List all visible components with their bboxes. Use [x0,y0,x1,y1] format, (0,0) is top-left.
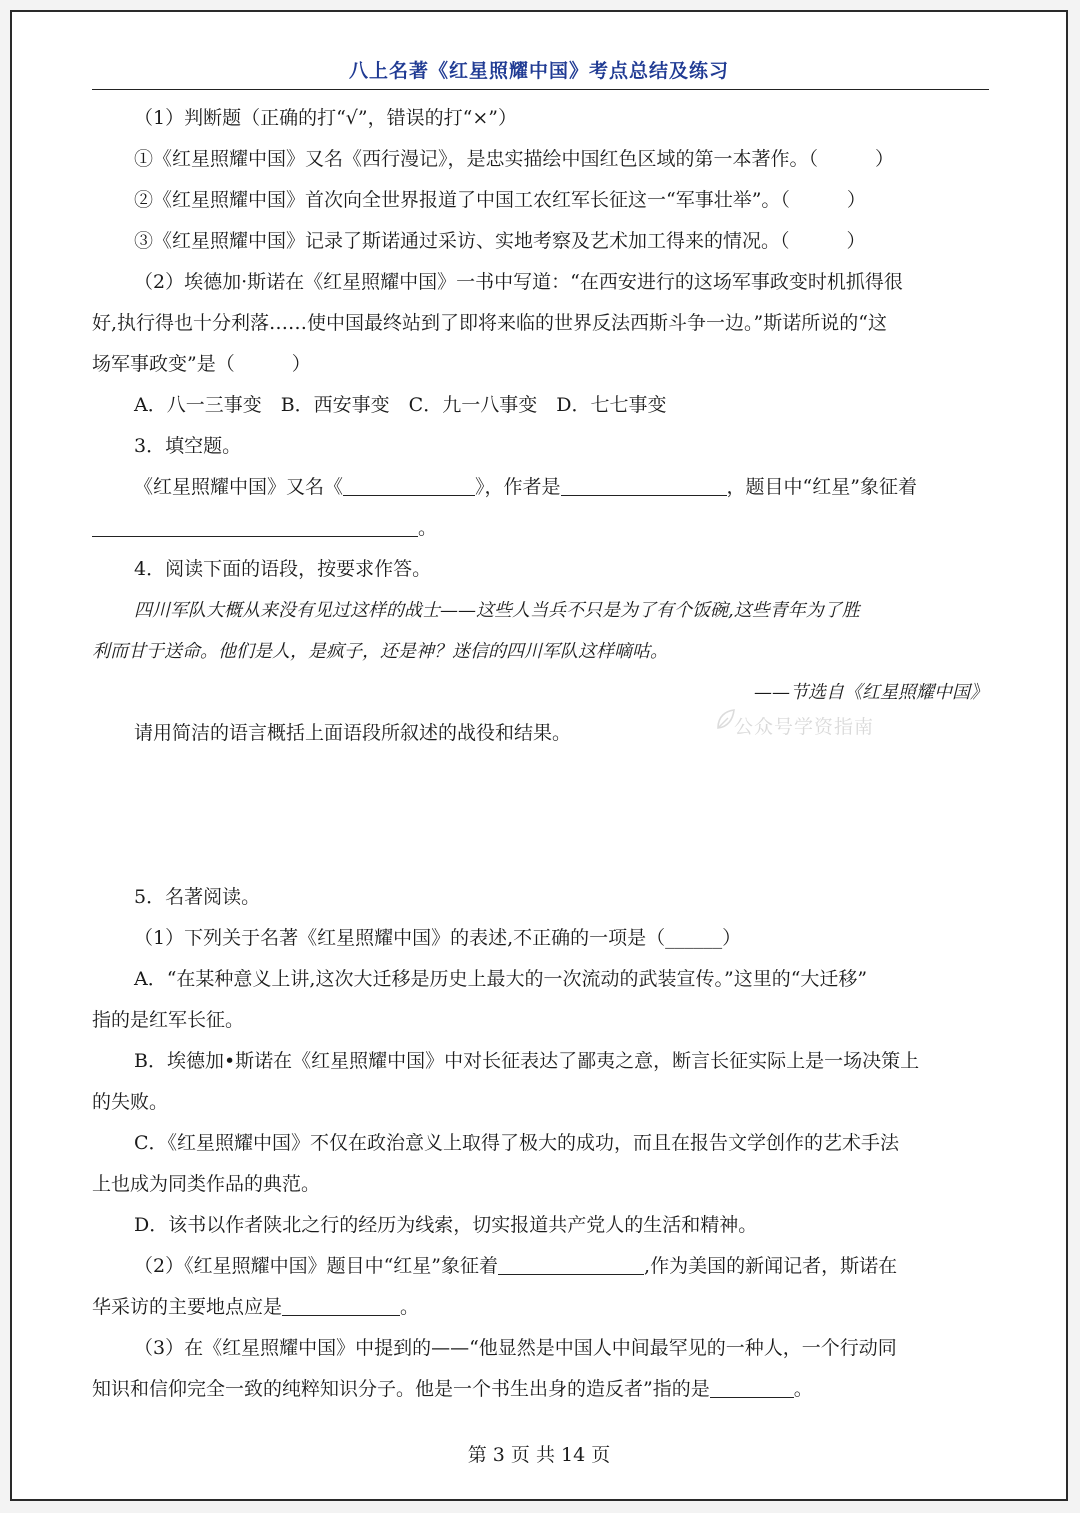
q5-2-blank-symbol[interactable] [498,1248,644,1275]
page-header-title: 八上名著《红星照耀中国》考点总结及练习 [348,60,729,82]
question-3-title: 3．填空题。 [134,435,242,457]
q3-text-end: 。 [418,517,438,539]
q5-2-text-c: 华采访的主要地点应是 [92,1296,283,1318]
q3-text-b: 》，作者是 [475,476,561,498]
question-2-line-2: 好,执行得也十分利落……使中国最终站到了即将来临的世界反法西斯斗争一边。”斯诺所说的“这 [92,312,887,334]
question-4-ask: 请用简洁的语言概括上面语段所叙述的战役和结果。 [134,722,572,744]
question-4-title: 4．阅读下面的语段，按要求作答。 [134,558,432,580]
question-2-options: A．八一三事变 B．西安事变 C．九一八事变 D．七七事变 [134,394,667,416]
question-4-passage-2: 利而甘于送命。他们是人，是疯子，还是神？迷信的四川军队这样嘀咕。 [92,641,668,662]
q5-option-a-line-2: 指的是红军长征。 [92,1009,245,1031]
q5-3-text-b: 知识和信仰完全一致的纯粹知识分子。他是一个书生出身的造反者”指的是 [92,1378,710,1400]
question-4-passage-1: 四川军队大概从来没有见过这样的战士——这些人当兵不只是为了有个饭碗,这些青年为了胜 [134,600,860,621]
question-5-2-line-2 [92,1287,992,1328]
q5-3-text-c: 。 [793,1378,813,1400]
judge-item-3: ③《红星照耀中国》记录了斯诺通过采访、实地考察及艺术加工得来的情况。（ ） [134,230,866,252]
answer-space[interactable] [92,754,992,877]
q5-option-d: D．该书以作者陕北之行的经历为线索，切实报道共产党人的生活和精神。 [134,1214,758,1236]
q5-2-text-a: （2）《红星照耀中国》题目中“红星”象征着 [134,1255,499,1277]
page-number: 第 3 页 共 14 页 [467,1444,611,1466]
q3-blank-symbol[interactable] [92,510,418,537]
question-5-3-line-1: （3）在《红星照耀中国》中提到的——“他显然是中国人中间最罕见的一种人，一个行动同 [134,1337,897,1359]
question-5-2-line-1 [92,1246,992,1287]
q5-option-b-line-2: 的失败。 [92,1091,169,1113]
question-3-fill-line [92,467,992,508]
q3-text-a: 《红星照耀中国》又名《 [134,476,344,498]
question-5-1: （1）下列关于名著《红星照耀中国》的表述,不正确的一项是（______） [134,927,742,949]
header-divider [92,89,989,90]
q5-2-text-b: ,作为美国的新闻记者，斯诺在 [644,1255,898,1277]
judge-item-1: ①《红星照耀中国》又名《西行漫记》，是忠实描绘中国红色区域的第一本著作。（ ） [134,148,895,170]
question-2-line-1: （2）埃德加·斯诺在《红星照耀中国》一书中写道：“在西安进行的这场军事政变时机抓得很 [134,271,903,293]
question-5-3-line-2 [92,1369,992,1410]
question-2-line-3: 场军事政变”是（ ） [92,353,311,375]
judge-item-2: ②《红星照耀中国》首次向全世界报道了中国工农红军长征这一“军事壮举”。（ ） [134,189,866,211]
q5-option-c-line-2: 上也成为同类作品的典范。 [92,1173,321,1195]
q5-2-blank-location[interactable] [282,1289,400,1316]
q5-3-blank-person[interactable] [710,1371,794,1398]
document-body [92,98,992,1410]
q3-blank-author[interactable] [561,469,727,496]
watermark-text: 公众号学资指南 [734,716,875,738]
question-3-fill-line-2 [92,508,992,549]
q5-2-text-d: 。 [400,1296,420,1318]
q5-option-c-line-1: C．《红星照耀中国》不仅在政治意义上取得了极大的成功，而且在报告文学创作的艺术手法 [134,1132,900,1154]
q5-option-b-line-1: B．埃德加•斯诺在《红星照耀中国》中对长征表达了鄙夷之意，断言长征实际上是一场决策上 [134,1050,920,1072]
q3-blank-alt-name[interactable] [343,469,475,496]
document-page [10,10,1068,1501]
judge-title: （1）判断题（正确的打“√”，错误的打“×”） [134,107,517,129]
question-5-title: 5．名著阅读。 [134,886,261,908]
question-4-source: ——节选自《红星照耀中国》 [754,682,988,703]
q5-option-a-line-1: A．“在某种意义上讲,这次大迁移是历史上最大的一次流动的武装宣传。”这里的“大迁移” [134,968,868,990]
q3-text-c: ，题目中“红星”象征着 [726,476,917,498]
